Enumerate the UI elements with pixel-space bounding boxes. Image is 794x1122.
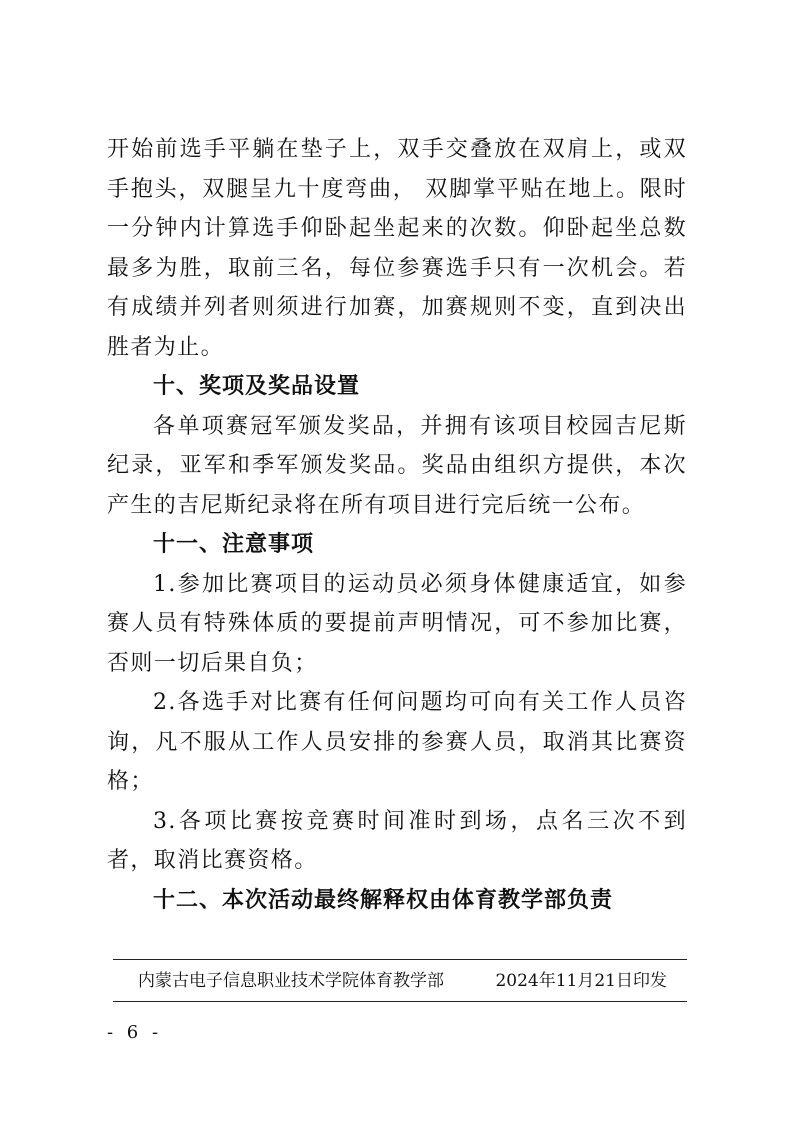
footer-organization: 内蒙古电子信息职业技术学院体育教学部 (138, 971, 444, 991)
paragraph-situp-rules: 开始前选手平躺在垫子上，双手交叠放在双肩上，或双手抱头，双腿呈九十度弯曲， 双脚掌平贴在地上。限时一分钟内计算选手仰卧起坐起来的次数。仰卧起坐总数最多为胜，取前三名，每位参赛选手只有一次机会。若有成绩并列者则须进行加赛，加赛规则不变，直到决出胜者为止。 (107, 137, 687, 360)
paragraph-note-1: 1.参加比赛项目的运动员必须身体健康适宜，如参赛人员有特殊体质的要提前声明情况，可不参加比赛，否则一切后果自负； (107, 571, 687, 676)
paragraph-note-2: 2.各选手对比赛有任何问题均可向有关工作人员咨询，凡不服从工作人员安排的参赛人员，取消其比赛资格； (107, 690, 687, 794)
heading-notes: 十一、注意事项 (153, 532, 315, 557)
paragraph-note-3: 3.各项比赛按竞赛时间准时到场，点名三次不到者，取消比赛资格。 (107, 808, 687, 873)
footer-top-rule (113, 959, 687, 960)
page-number: - 6 - (107, 1022, 163, 1043)
footer-issue-line (113, 966, 687, 996)
footer-bottom-rule (113, 1001, 687, 1002)
document-body (107, 130, 687, 920)
heading-interpretation: 十二、本次活动最终解释权由体育教学部负责 (153, 887, 614, 913)
heading-awards: 十、奖项及奖品设置 (153, 374, 361, 399)
paragraph-awards: 各单项赛冠军颁发奖品，并拥有该项目校园吉尼斯纪录，亚军和季军颁发奖品。奖品由组织方提供，本次产生的吉尼斯纪录将在所有项目进行完后统一公布。 (107, 413, 687, 518)
footer-issue-date: 2024年11月21日印发 (495, 971, 667, 991)
